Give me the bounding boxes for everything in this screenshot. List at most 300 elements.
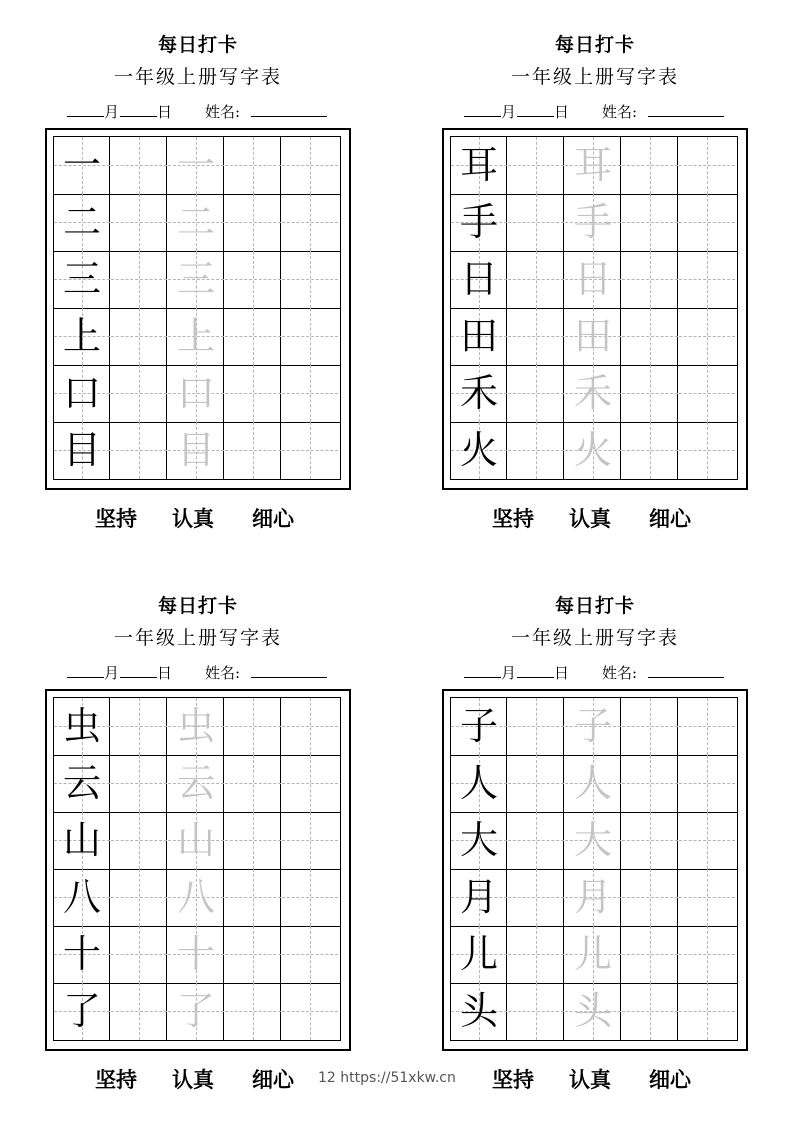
guide-line-horizontal [679,954,735,955]
grid-row [54,869,340,927]
writing-grid-frame [45,128,351,490]
name-blank[interactable] [251,663,327,678]
practice-cell[interactable] [622,422,678,479]
practice-cell[interactable] [225,251,281,308]
practice-cell[interactable] [111,365,167,422]
guide-line-horizontal [622,450,678,451]
grid-row [54,365,340,423]
model-char-cell [54,137,110,194]
practice-cell[interactable] [225,812,281,869]
model-char-cell [451,365,507,422]
guide-line-horizontal [225,1011,281,1012]
name-blank[interactable] [251,102,327,117]
practice-cell[interactable] [508,983,564,1040]
month-label: 月 [501,664,517,682]
model-char-cell [451,698,507,755]
practice-cell[interactable] [508,194,564,251]
model-char-cell [54,812,110,869]
trace-character: 耳 [573,143,612,187]
guide-line-horizontal [679,783,735,784]
date-name-line [67,662,357,682]
grid-row [54,137,340,195]
guide-line-horizontal [679,726,735,727]
motto-word: 细心 [252,1067,294,1092]
model-character: 三 [62,257,101,301]
practice-cell[interactable] [622,755,678,812]
guide-line-horizontal [225,450,281,451]
sheet-title: 每日打卡 [554,595,635,617]
practice-cell[interactable] [679,812,735,869]
guide-line-horizontal [622,783,678,784]
guide-line-horizontal [622,393,678,394]
trace-character: 禾 [573,371,612,415]
trace-character: 人 [573,761,612,805]
model-char-cell [54,251,110,308]
guide-line-horizontal [679,165,735,166]
day-blank[interactable] [517,663,554,678]
trace-char-cell[interactable] [168,812,224,869]
trace-character: 三 [176,257,215,301]
model-char-cell [451,194,507,251]
practice-cell[interactable] [225,983,281,1040]
model-char-cell [54,365,110,422]
writing-grid [450,136,738,480]
model-character: 十 [62,932,101,976]
guide-line-horizontal [508,393,564,394]
day-label: 日 [554,664,570,682]
guide-line-horizontal [679,450,735,451]
model-character: 云 [62,761,101,805]
trace-char-cell[interactable] [565,698,621,755]
guide-line-horizontal [282,1011,338,1012]
grid-row [54,194,340,252]
guide-line-horizontal [225,726,281,727]
guide-line-horizontal [622,279,678,280]
model-char-cell [451,251,507,308]
month-blank[interactable] [464,102,501,117]
trace-char-cell[interactable] [565,869,621,926]
grid-row [451,869,737,927]
motto-word: 认真 [172,1067,214,1092]
model-char-cell [451,926,507,983]
practice-cell[interactable] [111,812,167,869]
practice-cell[interactable] [282,137,338,194]
practice-cell[interactable] [225,365,281,422]
trace-character: 虫 [176,704,215,748]
practice-cell[interactable] [679,251,735,308]
practice-cell[interactable] [622,137,678,194]
practice-cell[interactable] [508,926,564,983]
practice-cell[interactable] [111,926,167,983]
model-character: 耳 [459,143,498,187]
sheet-title: 每日打卡 [157,34,238,56]
month-label: 月 [104,103,120,121]
practice-cell[interactable] [622,194,678,251]
guide-line-horizontal [508,165,564,166]
date-name-line [464,101,754,121]
trace-char-cell[interactable] [168,422,224,479]
writing-grid-frame [45,689,351,1051]
trace-character: 头 [573,989,612,1033]
motto-word: 细心 [252,506,294,531]
day-label: 日 [554,103,570,121]
guide-line-horizontal [622,336,678,337]
trace-char-cell[interactable] [168,983,224,1040]
motto-word: 认真 [569,506,611,531]
model-char-cell [54,308,110,365]
practice-cell[interactable] [508,698,564,755]
practice-cell[interactable] [111,194,167,251]
practice-cell[interactable] [282,812,338,869]
practice-sheet [442,0,748,531]
guide-line-horizontal [622,1011,678,1012]
practice-cell[interactable] [508,308,564,365]
guide-line-horizontal [508,1011,564,1012]
guide-line-horizontal [111,393,167,394]
name-label: 姓名: [205,664,241,682]
trace-character: 子 [573,704,612,748]
practice-cell[interactable] [679,698,735,755]
trace-character: 上 [176,314,215,358]
practice-cell[interactable] [282,869,338,926]
practice-cell[interactable] [508,365,564,422]
name-blank[interactable] [648,663,724,678]
month-label: 月 [104,664,120,682]
guide-line-horizontal [225,783,281,784]
month-blank[interactable] [67,102,104,117]
motto-word: 坚持 [492,1067,534,1092]
trace-char-cell[interactable] [168,869,224,926]
guide-line-horizontal [282,897,338,898]
practice-cell[interactable] [111,869,167,926]
grid-row [54,812,340,870]
model-character: 子 [459,704,498,748]
trace-char-cell[interactable] [565,251,621,308]
motto-word: 坚持 [95,506,137,531]
guide-line-horizontal [679,222,735,223]
practice-cell[interactable] [679,869,735,926]
grid-row [54,755,340,813]
practice-cell[interactable] [679,194,735,251]
trace-char-cell[interactable] [565,137,621,194]
practice-cell[interactable] [622,251,678,308]
name-label: 姓名: [602,103,638,121]
model-char-cell [54,983,110,1040]
practice-cell[interactable] [679,137,735,194]
sheet-subtitle: 一年级上册写字表 [113,66,282,88]
grid-row [451,422,737,479]
practice-cell[interactable] [225,422,281,479]
guide-line-horizontal [225,336,281,337]
guide-line-horizontal [622,726,678,727]
month-blank[interactable] [67,663,104,678]
practice-cell[interactable] [679,422,735,479]
model-character: 山 [62,818,101,862]
trace-char-cell[interactable] [565,983,621,1040]
practice-cell[interactable] [225,755,281,812]
model-char-cell [451,308,507,365]
practice-cell[interactable] [111,308,167,365]
writing-grid-frame [442,128,748,490]
guide-line-horizontal [622,840,678,841]
guide-line-horizontal [508,783,564,784]
day-blank[interactable] [120,102,157,117]
day-blank[interactable] [120,663,157,678]
trace-char-cell[interactable] [168,251,224,308]
writing-grid [450,697,738,1041]
trace-char-cell[interactable] [168,365,224,422]
motto-word: 认真 [172,506,214,531]
motto-word: 坚持 [492,506,534,531]
grid-row [451,251,737,309]
practice-cell[interactable] [225,698,281,755]
model-character: 二 [62,200,101,244]
guide-line-horizontal [282,393,338,394]
guide-line-horizontal [111,897,167,898]
guide-line-horizontal [111,165,167,166]
guide-line-horizontal [111,840,167,841]
guide-line-horizontal [622,222,678,223]
motto-word: 细心 [649,506,691,531]
trace-character: 儿 [573,932,612,976]
model-char-cell [451,755,507,812]
trace-character: 火 [573,428,612,472]
model-character: 火 [459,428,498,472]
name-blank[interactable] [648,102,724,117]
model-character: 头 [459,989,498,1033]
motto-word: 细心 [649,1067,691,1092]
date-name-line [464,662,754,682]
model-char-cell [451,812,507,869]
model-char-cell [54,422,110,479]
practice-cell[interactable] [282,422,338,479]
guide-line-horizontal [622,897,678,898]
practice-cell[interactable] [508,422,564,479]
model-character: 目 [62,428,101,472]
guide-line-horizontal [225,954,281,955]
grid-row [54,422,340,479]
trace-char-cell[interactable] [565,755,621,812]
guide-line-horizontal [508,279,564,280]
trace-character: 月 [573,875,612,919]
grid-row [451,308,737,366]
practice-cell[interactable] [282,926,338,983]
trace-char-cell[interactable] [168,194,224,251]
day-label: 日 [157,664,173,682]
grid-row [451,926,737,984]
practice-cell[interactable] [679,926,735,983]
trace-character: 大 [573,818,612,862]
practice-cell[interactable] [282,698,338,755]
model-char-cell [451,983,507,1040]
practice-cell[interactable] [508,812,564,869]
trace-char-cell[interactable] [168,308,224,365]
trace-char-cell[interactable] [565,926,621,983]
motto-word: 认真 [569,1067,611,1092]
practice-cell[interactable] [282,194,338,251]
guide-line-horizontal [111,222,167,223]
guide-line-horizontal [111,783,167,784]
trace-character: 日 [573,257,612,301]
guide-line-horizontal [508,726,564,727]
writing-grid [53,697,341,1041]
guide-line-horizontal [225,840,281,841]
model-char-cell [54,926,110,983]
guide-line-horizontal [225,393,281,394]
guide-line-horizontal [679,336,735,337]
sheet-subtitle: 一年级上册写字表 [113,627,282,649]
guide-line-horizontal [282,726,338,727]
guide-line-horizontal [622,165,678,166]
sheet-title: 每日打卡 [554,34,635,56]
grid-row [54,698,340,756]
trace-char-cell[interactable] [565,365,621,422]
model-char-cell [54,698,110,755]
trace-char-cell[interactable] [168,926,224,983]
sheet-subtitle: 一年级上册写字表 [510,66,679,88]
practice-cell[interactable] [282,983,338,1040]
practice-cell[interactable] [225,926,281,983]
model-char-cell [451,137,507,194]
model-character: 月 [459,875,498,919]
practice-cell[interactable] [679,983,735,1040]
grid-row [54,251,340,309]
name-label: 姓名: [602,664,638,682]
guide-line-horizontal [679,840,735,841]
trace-character: 十 [176,932,215,976]
practice-sheet [45,0,351,531]
practice-cell[interactable] [111,698,167,755]
practice-cell[interactable] [225,137,281,194]
month-blank[interactable] [464,663,501,678]
guide-line-horizontal [282,165,338,166]
trace-character: 口 [176,371,215,415]
practice-cell[interactable] [622,812,678,869]
trace-character: 云 [176,761,215,805]
grid-row [54,308,340,366]
guide-line-horizontal [282,222,338,223]
model-character: 日 [459,257,498,301]
name-label: 姓名: [205,103,241,121]
practice-sheet [45,561,351,1092]
trace-char-cell[interactable] [565,812,621,869]
practice-cell[interactable] [282,755,338,812]
model-character: 了 [62,989,101,1033]
month-label: 月 [501,103,517,121]
model-char-cell [54,869,110,926]
practice-cell[interactable] [225,194,281,251]
model-character: 一 [62,143,101,187]
grid-row [451,755,737,813]
writing-grid [53,136,341,480]
practice-cell[interactable] [111,755,167,812]
practice-sheet [442,561,748,1092]
sheet-title: 每日打卡 [157,595,238,617]
grid-row [451,698,737,756]
trace-char-cell[interactable] [168,698,224,755]
practice-cell[interactable] [508,137,564,194]
practice-cell[interactable] [111,422,167,479]
model-character: 人 [459,761,498,805]
page-number: 12 [318,1070,336,1086]
practice-cell[interactable] [225,308,281,365]
guide-line-horizontal [508,222,564,223]
practice-cell[interactable] [622,365,678,422]
guide-line-horizontal [508,840,564,841]
trace-character: 一 [176,143,215,187]
trace-character: 八 [176,875,215,919]
guide-line-horizontal [282,783,338,784]
practice-cell[interactable] [111,983,167,1040]
practice-cell[interactable] [282,365,338,422]
guide-line-horizontal [225,165,281,166]
practice-cell[interactable] [622,698,678,755]
source-url[interactable]: https://51xkw.cn [340,1070,456,1086]
trace-char-cell[interactable] [565,422,621,479]
practice-cell[interactable] [622,869,678,926]
practice-cell[interactable] [282,308,338,365]
practice-cell[interactable] [111,137,167,194]
model-character: 手 [459,200,498,244]
guide-line-horizontal [508,336,564,337]
grid-row [451,365,737,423]
practice-cell[interactable] [282,251,338,308]
grid-row [54,926,340,984]
practice-cell[interactable] [679,308,735,365]
guide-line-horizontal [282,450,338,451]
guide-line-horizontal [225,897,281,898]
practice-cell[interactable] [679,755,735,812]
practice-cell[interactable] [508,251,564,308]
trace-char-cell[interactable] [168,137,224,194]
model-char-cell [54,755,110,812]
trace-char-cell[interactable] [565,194,621,251]
guide-line-horizontal [679,1011,735,1012]
trace-char-cell[interactable] [168,755,224,812]
model-character: 大 [459,818,498,862]
model-character: 口 [62,371,101,415]
guide-line-horizontal [111,450,167,451]
practice-cell[interactable] [622,983,678,1040]
practice-cell[interactable] [622,926,678,983]
page-footer [318,1070,456,1086]
trace-character: 了 [176,989,215,1033]
model-char-cell [451,422,507,479]
day-label: 日 [157,103,173,121]
guide-line-horizontal [225,222,281,223]
trace-character: 山 [176,818,215,862]
guide-line-horizontal [111,336,167,337]
practice-cell[interactable] [679,365,735,422]
practice-cell[interactable] [225,869,281,926]
practice-cell[interactable] [508,869,564,926]
guide-line-horizontal [508,897,564,898]
guide-line-horizontal [282,336,338,337]
trace-char-cell[interactable] [565,308,621,365]
practice-cell[interactable] [508,755,564,812]
date-name-line [67,101,357,121]
trace-character: 手 [573,200,612,244]
model-character: 八 [62,875,101,919]
grid-row [451,137,737,195]
motto-word: 坚持 [95,1067,137,1092]
practice-cell[interactable] [622,308,678,365]
guide-line-horizontal [111,1011,167,1012]
grid-row [54,983,340,1040]
day-blank[interactable] [517,102,554,117]
guide-line-horizontal [622,954,678,955]
practice-cell[interactable] [111,251,167,308]
